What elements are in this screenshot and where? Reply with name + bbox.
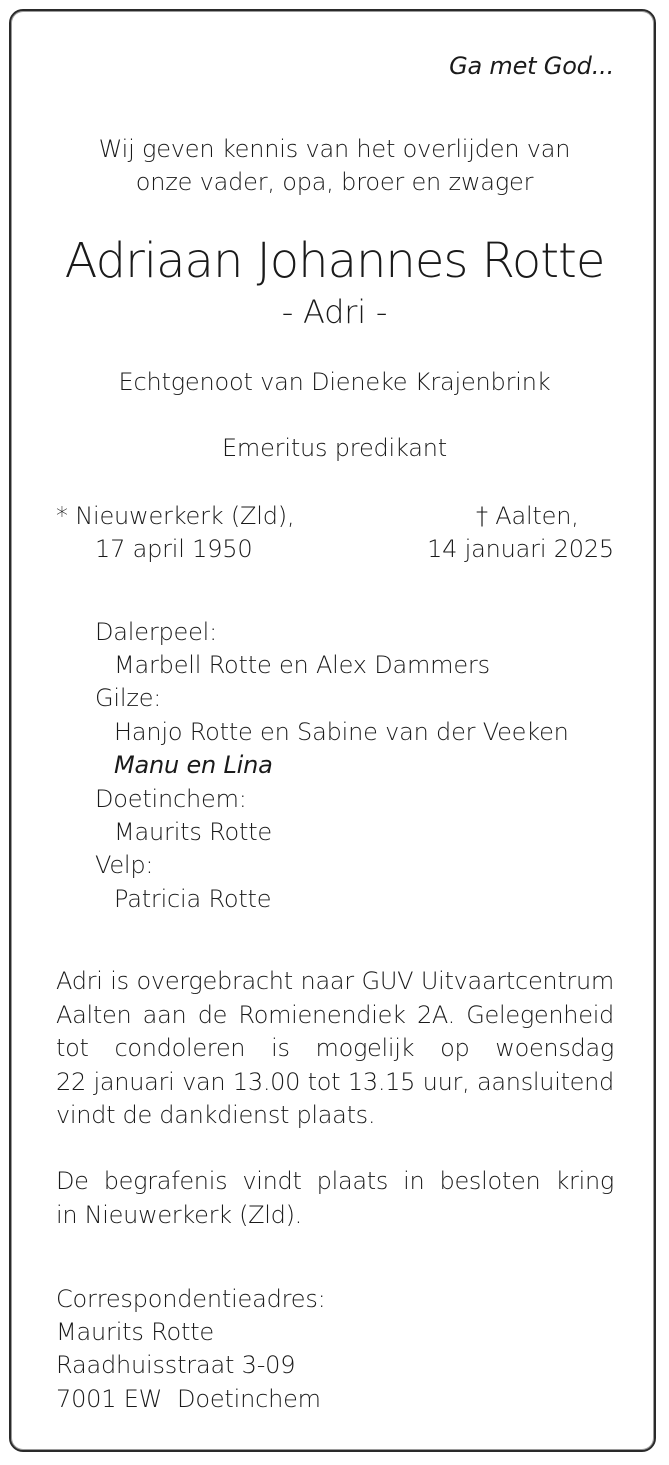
family-member: Marbell Rotte en Alex Dammers bbox=[114, 651, 490, 679]
correspondence-label: Correspondentieadres: bbox=[56, 1285, 326, 1313]
deceased-nickname: - Adri - bbox=[281, 293, 388, 331]
arrangements-line: tot condoleren is mogelijk op woensdag bbox=[56, 1034, 614, 1062]
arrangements-line: vindt de dankdienst plaats. bbox=[56, 1101, 376, 1129]
funeral-line: in Nieuwerkerk (Zld). bbox=[56, 1200, 302, 1229]
correspondence-city: 7001 EW Doetinchem bbox=[56, 1385, 321, 1413]
deceased-name: Adriaan Johannes Rotte bbox=[64, 233, 605, 289]
arrangements-line: 22 januari van 13.00 tot 13.15 uur, aansluitend bbox=[56, 1067, 614, 1096]
family-place: Doetinchem: bbox=[95, 785, 247, 813]
profession-line: Emeritus predikant bbox=[221, 434, 448, 462]
grandchildren: Manu en Lina bbox=[114, 751, 273, 779]
family-place: Gilze: bbox=[95, 684, 162, 712]
birth-place: * Nieuwerkerk (Zld), bbox=[56, 502, 295, 530]
death-date: 14 januari 2025 bbox=[427, 535, 614, 563]
correspondence-street: Raadhuisstraat 3-09 bbox=[56, 1351, 296, 1379]
intro-line-2: onze vader, opa, broer en zwager bbox=[135, 168, 534, 196]
family-member: Maurits Rotte bbox=[114, 818, 272, 846]
family-member: Hanjo Rotte en Sabine van der Veeken bbox=[114, 718, 569, 746]
arrangements-line: Aalten aan de Romienendiek 2A. Gelegenheid bbox=[56, 1000, 614, 1029]
family-member: Patricia Rotte bbox=[114, 885, 272, 913]
family-place: Dalerpeel: bbox=[95, 618, 218, 646]
arrangements-line: Adri is overgebracht naar GUV Uitvaartcentrum bbox=[56, 967, 614, 995]
intro-line-1: Wij geven kennis van het overlijden van bbox=[98, 135, 571, 163]
funeral-paragraph bbox=[56, 1165, 614, 1232]
correspondence-name: Maurits Rotte bbox=[56, 1318, 214, 1346]
birth-date: 17 april 1950 bbox=[95, 535, 253, 563]
funeral-line: De begrafenis vindt plaats in besloten kring bbox=[56, 1167, 614, 1195]
death-place: † Aalten, bbox=[476, 502, 579, 530]
family-place: Velp: bbox=[95, 851, 154, 879]
motto: Ga met God... bbox=[449, 52, 614, 80]
spouse-line: Echtgenoot van Dieneke Krajenbrink bbox=[118, 368, 551, 396]
arrangements-paragraph bbox=[56, 965, 614, 1133]
